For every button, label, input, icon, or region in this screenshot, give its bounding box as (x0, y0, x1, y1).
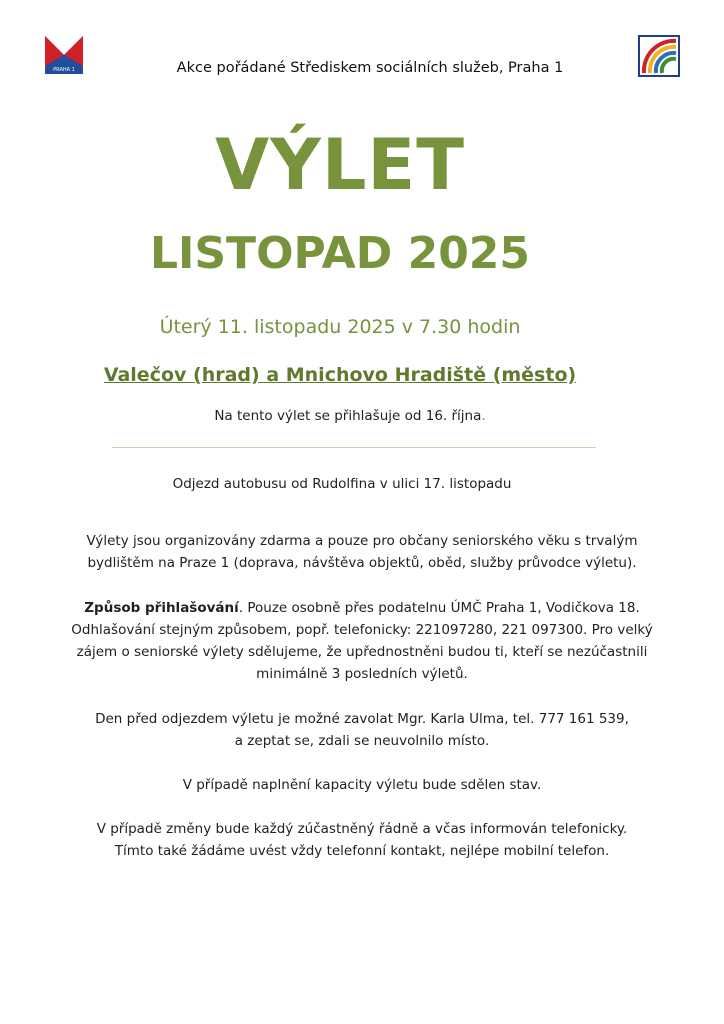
trip-date: Úterý 11. listopadu 2025 v 7.30 hodin (159, 316, 521, 338)
changes-line-1: V případě změny bude každý zúčastněný řádně a včas informován telefonicky. (96, 821, 628, 837)
signup-method-text: . Pouze osobně přes podatelnu ÚMČ Praha 1, Vodičkova 18. Odhlašování stejným způsobem, popř. telefonicky: 221097280, 221 097300. Pro velký zájem o seniorské výlety sdělujeme, že upřednostněni budou ti, kteří se nezúčastnili minimálně 3 posledních výletů. (71, 600, 653, 682)
trip-destination: Valečov (hrad) a Mnichovo Hradiště (město) (103, 364, 577, 386)
month-subtitle: LISTOPAD 2025 (149, 228, 531, 279)
bus-departure: Odjezd autobusu od Rudolfina v ulici 17. listopadu (172, 476, 512, 492)
contact-line-1: Den před odjezdem výletu je možné zavolat Mgr. Karla Ulma, tel. 777 161 539, (95, 711, 629, 727)
praha1-logo-text: PRAHA 1 (53, 67, 75, 73)
signup-method-label: Způsob přihlašování (84, 600, 239, 616)
info-paragraph-free: Výlety jsou organizovány zdarma a pouze pro občany seniorského věku s trvalým bydlištěm na Praze 1 (doprava, návštěva objektů, oběd, služby průvodce výletu). (86, 533, 638, 571)
signup-dot: . (481, 408, 486, 424)
contact-line-2: a zeptat se, zdali se neuvolnilo místo. (234, 733, 490, 749)
changes-line-2: Tímto také žádáme uvést vždy telefonní kontakt, nejlépe mobilní telefon. (114, 843, 610, 859)
info-paragraph-contact (60, 708, 664, 752)
info-paragraph-signup (60, 597, 664, 685)
divider-line (112, 447, 596, 448)
signup-note (0, 408, 700, 424)
page-title: VÝLET (214, 124, 466, 206)
info-paragraph-capacity: V případě naplnění kapacity výletu bude sdělen stav. (182, 777, 542, 793)
info-paragraph-changes (60, 818, 664, 862)
signup-text: Na tento výlet se přihlašuje od 16. října (214, 408, 482, 424)
organizer-header: Akce pořádané Střediskem sociálních služeb, Praha 1 (176, 60, 564, 76)
